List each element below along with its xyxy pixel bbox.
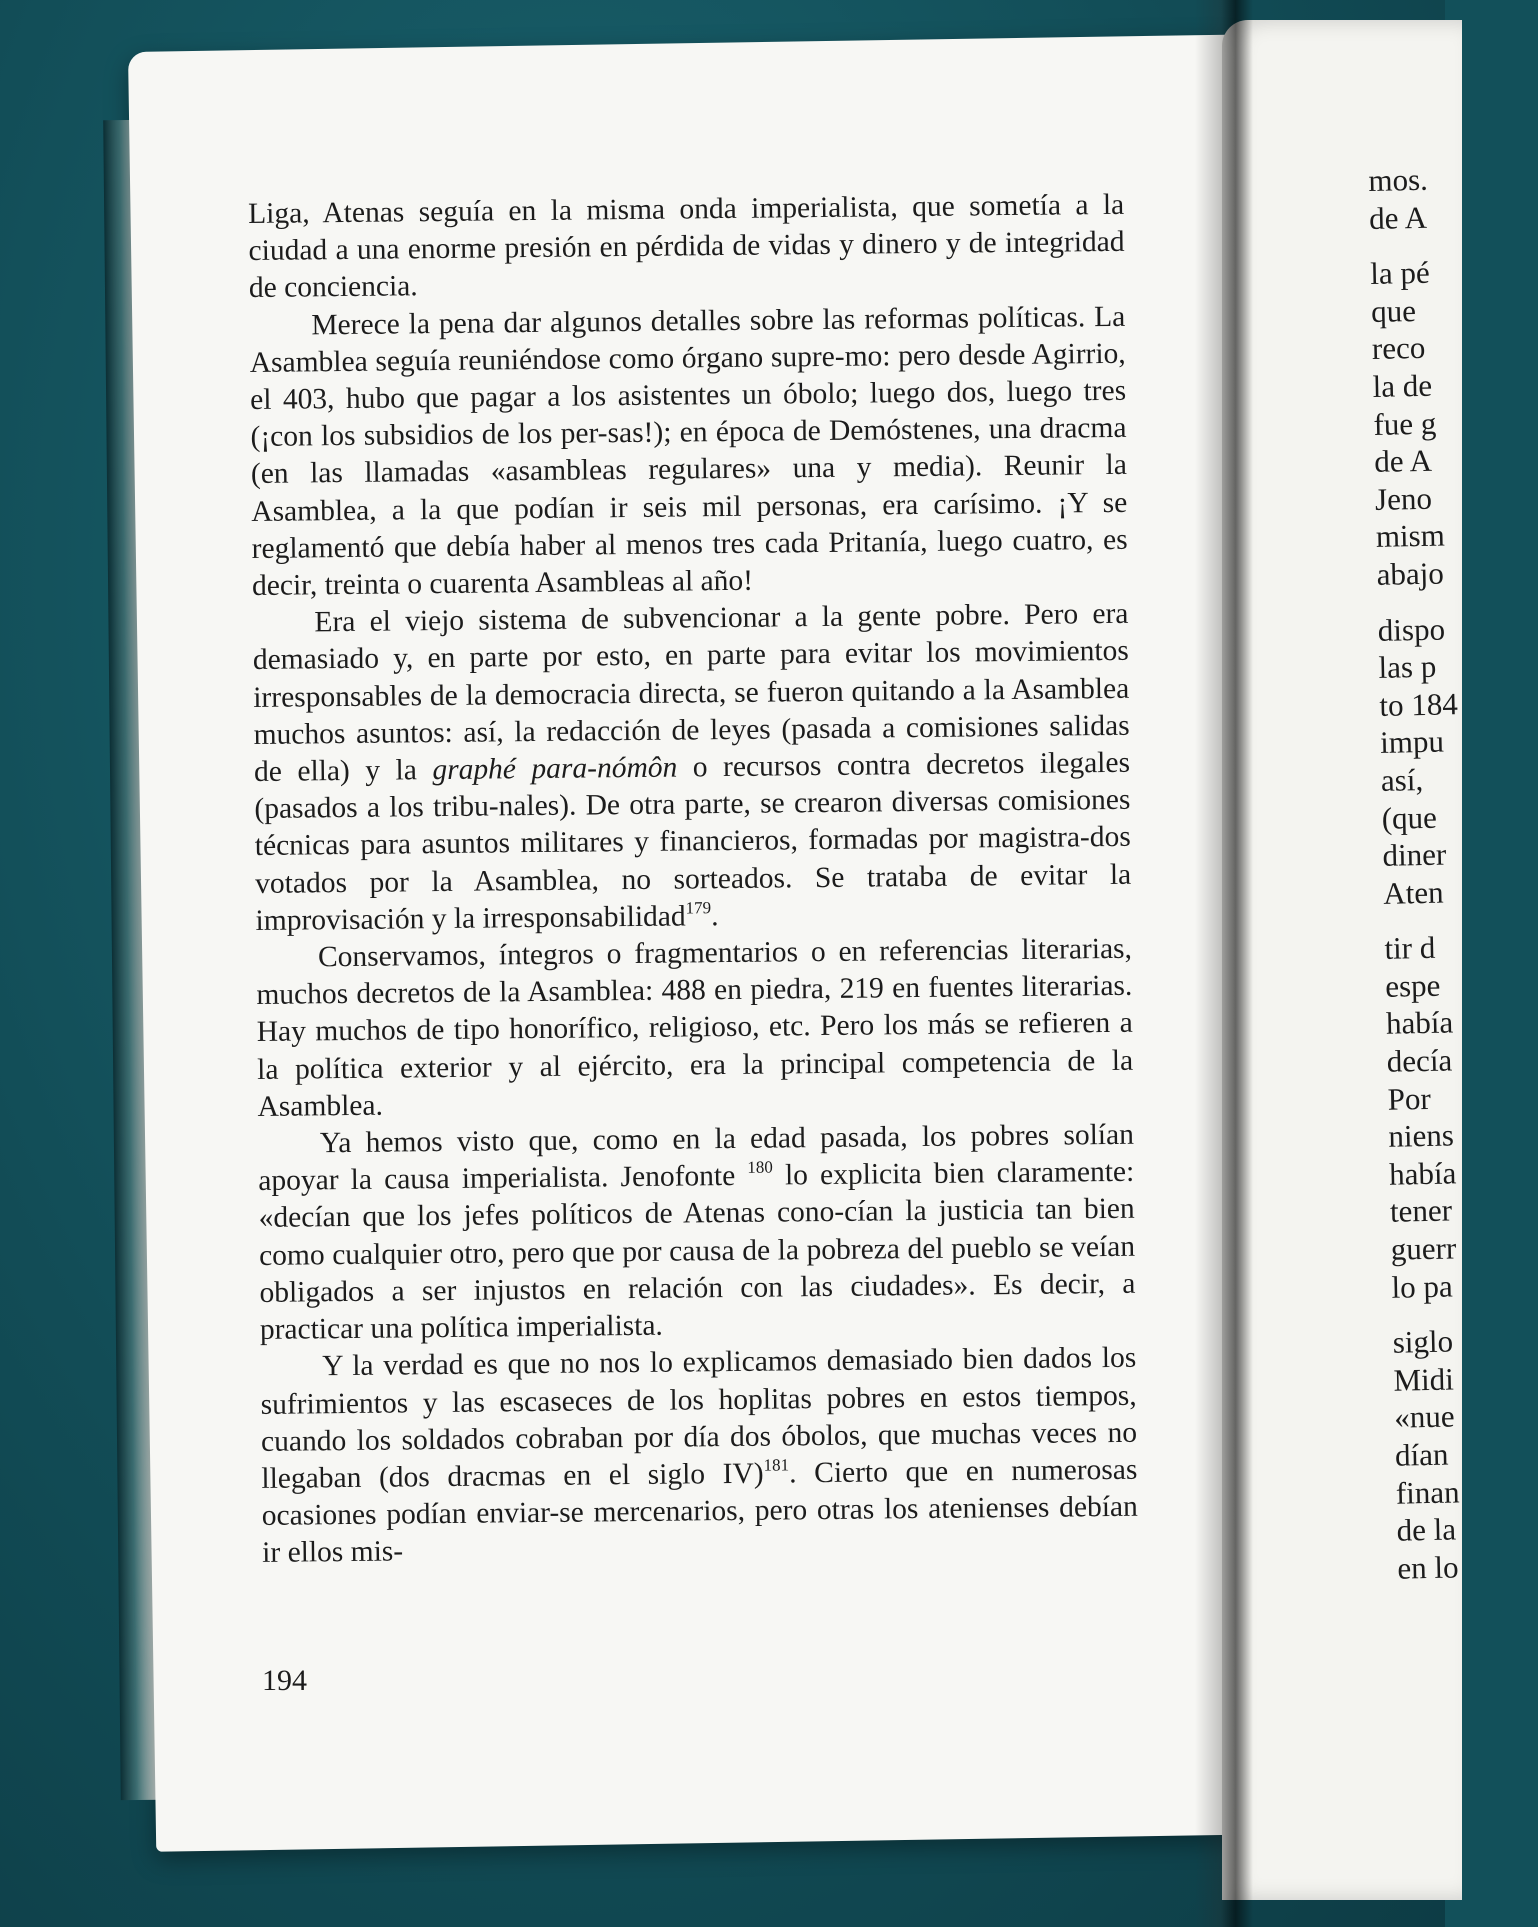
paragraph [249,298,1128,605]
right-page-line: reco [1371,330,1426,367]
right-page-line: así, [1380,761,1424,798]
right-page-line: dían [1394,1436,1449,1473]
paragraph-text: Liga, Atenas seguía en la misma onda imperialista, que sometía a la ciudad a una enorme presión en pérdida de vidas y dinero y de integridad de conciencia. [248,188,1125,305]
right-page-line: en lo [1397,1549,1459,1586]
right-page-line: había [1388,1155,1457,1192]
right-page-line: Jeno [1374,480,1433,517]
footnote-reference: 181 [763,1455,790,1475]
footnote-reference: 180 [747,1157,773,1178]
right-page-line: de la [1396,1511,1457,1548]
right-page-line: to 184 [1379,685,1459,723]
paragraph [256,931,1134,1126]
right-page-line: la pé [1369,254,1431,292]
right-page-line: diner [1382,836,1447,873]
right-page-line: las p [1378,648,1437,686]
right-page-line: guerr [1390,1230,1457,1267]
right-page-line: mism [1375,517,1446,555]
right-page-line: Midi [1393,1361,1455,1398]
right-page-line: finan [1395,1473,1460,1511]
right-page-line: lo pa [1391,1268,1454,1305]
paragraph [252,596,1131,940]
right-page-line: mos. [1368,161,1429,198]
right-page-line: fue g [1373,405,1437,442]
book-gutter [1195,0,1253,1927]
paragraph-text: Y la verdad es que no nos lo explicamos demasiado bien dados los sufrimientos y las escaseces de los hoplitas pobres en estos tiempos, cuando los soldados cobraban por día dos óbolos, que muchas veces no llegaban (dos dracmas en el siglo IV) [260,1342,1138,1495]
right-page-line: dispo [1377,611,1446,648]
paragraph [248,187,1125,308]
paragraph [258,1117,1136,1349]
right-page-line: niens [1388,1117,1455,1155]
right-page-line: abajo [1376,555,1445,592]
right-page-line: Aten [1382,874,1444,911]
paragraph [260,1340,1138,1572]
right-page-line: (que [1381,799,1438,836]
footnote-reference: 179 [685,898,712,918]
paragraph-text: Era el viejo sistema de subvencionar a la gente pobre. Pero era demasiado y, en parte por esto, en parte para evitar los movimientos irresponsables de la democracia directa, se fueron quitando a la Asamblea muchos asuntos: así, la redacción de leyes (pasada a comisiones salidas de ella) y la [252,598,1130,789]
right-page-line: «nue [1393,1398,1455,1436]
paragraph-text: o recursos contra decretos ilegales (pasados a los tribu-nales). De otra parte, se crearon diversas comisiones técnicas para asuntos militares y financieros, formadas por magistra-dos votados por la Asamblea, no sorteados. Se trataba de evitar la improvisación y la irresponsabilidad [254,746,1132,937]
italic-term: graphé para-nómôn [432,751,678,787]
right-page-text [1368,159,1538,1587]
paragraph-text: Merece la pena dar algunos detalles sobre las reformas políticas. La Asamblea seguía reuniéndose como órgano supre-mo: pero desde Agirrio, el 403, hubo que pagar a los asistentes un óbolo; luego dos, luego tres (¡con los subsidios de los per-sas!); en época de Demóstenes, una dracma (en las llamadas «asambleas regulares» una y media). Reunir la Asamblea, a la que podían ir seis mil personas, era carísimo. ¡Y se reglamentó que debía haber al menos tres cada Pritanía, luego cuatro, es decir, treinta o cuarenta Asambleas al año! [249,300,1128,603]
paragraph-text: Conservamos, íntegros o fragmentarios o en referencias literarias, muchos decretos de la Asamblea: 488 en piedra, 219 en fuentes literarias. Hay muchos de tipo honorífico, religioso, etc. Pero los más se refieren a la política exterior y al ejército, era la principal competencia de la Asamblea. [256,932,1134,1123]
right-page-line: espe [1384,967,1441,1004]
page-number: 194 [262,1664,307,1697]
right-page-line: que [1370,292,1417,329]
right-page-line: tener [1389,1192,1453,1230]
left-page-text [248,187,1138,1573]
right-page-line: Por [1387,1080,1432,1117]
right-page-line: de A [1373,442,1433,480]
right-page-line: tir d [1384,930,1436,967]
right-page-line: había [1385,1004,1454,1042]
paragraph-text: . Cierto que en numerosas ocasiones podían enviar-se mercenarios, pero otras los atenienses debían ir ellos mis- [261,1453,1138,1570]
right-page-line: siglo [1392,1323,1454,1360]
paragraph-text: lo explicita bien claramente: «decían que los jefes políticos de Atenas cono-cían la justicia tan bien como cualquier otro, pero que por causa de la pobreza del pueblo se veían obligados a ser injustos en relación con las ciudades». Es decir, a practicar una política imperialista. [258,1156,1136,1347]
right-page-line: de A [1368,199,1428,236]
right-page-line: decía [1386,1042,1453,1079]
right-page-line: la de [1372,367,1433,404]
paragraph-text: Ya hemos visto que, como en la edad pasada, los pobres solían apoyar la causa imperialista. Jenofonte [258,1118,1135,1198]
paragraph-text: . [711,899,719,933]
right-page-line: impu [1379,723,1445,761]
